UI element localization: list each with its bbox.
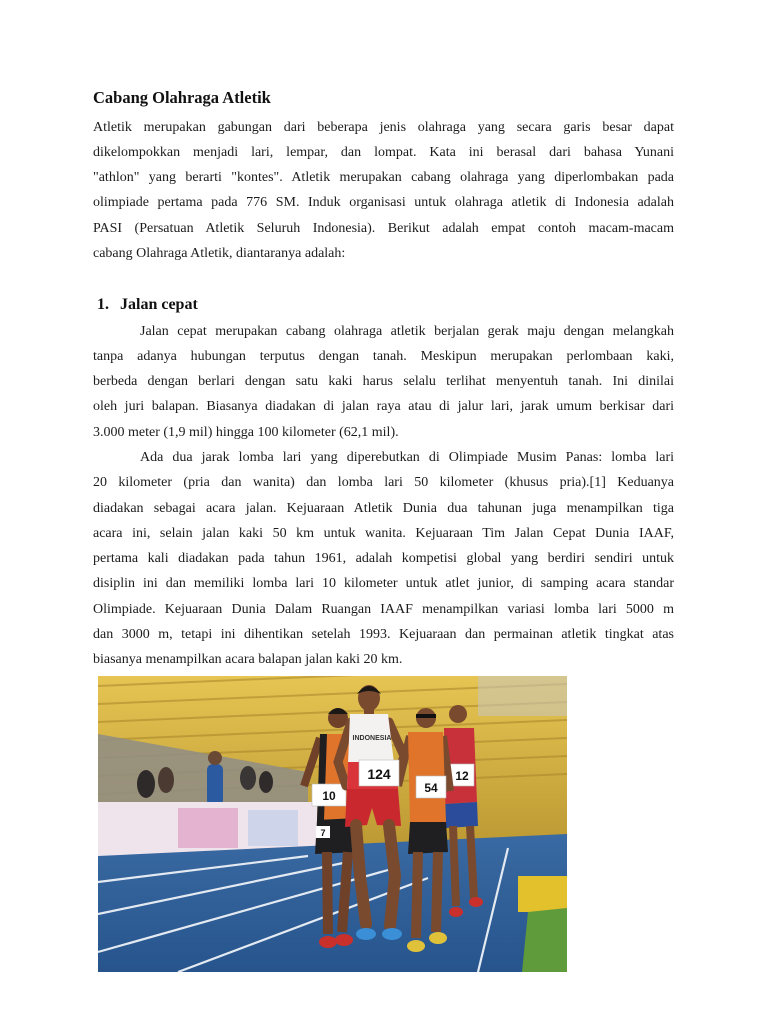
section-body xyxy=(93,319,674,673)
intro-line: cabang Olahraga Atletik, diantaranya adalah: xyxy=(93,245,346,261)
bib-number-shorts: 7 xyxy=(320,828,326,838)
body-line: disiplin ini dan memiliki lomba lari 10 kilometer untuk atlet junior, di samping acara standar xyxy=(93,576,674,592)
race-walking-photo xyxy=(98,676,567,972)
body-line: Jalan cepat merupakan cabang olahraga atletik berjalan gerak maju dengan melangkah xyxy=(140,323,674,339)
bib-number-right: 54 xyxy=(424,781,438,795)
intro-line: "athlon" yang berarti "kontes". Atletik merupakan cabang olahraga yang diperlombakan pada xyxy=(93,170,674,186)
body-line: 20 kilometer (pria dan wanita) dan lomba lari 50 kilometer (khusus pria).[1] Keduanya xyxy=(93,475,674,491)
body-line: pertama kali diadakan pada tahun 1961, adalah kompetisi global yang berdiri sendiri untuk xyxy=(93,551,674,567)
intro-paragraph xyxy=(93,115,674,267)
intro-line: olimpiade pertama pada 776 SM. Induk organisasi untuk olahraga atletik di Indonesia adalah xyxy=(93,195,674,211)
grass-infield xyxy=(522,908,567,972)
body-line: biasanya menampilkan acara balapan jalan kaki 20 km. xyxy=(93,652,403,668)
banner-graphic xyxy=(248,810,298,846)
intro-line: PASI (Persatuan Atletik Seluruh Indonesia). Berikut adalah empat contoh macam-macam xyxy=(93,220,674,236)
body-line: dan 3000 m, tetapi ini dihentikan setelah 1993. Kejuaraan dan permainan atletik tingkat atas xyxy=(93,627,674,643)
body-line: diadakan sebagai acara jalan. Kejuaraan Atletik Dunia dua tahunan juga menampilkan tiga xyxy=(93,500,674,516)
banner-graphic xyxy=(178,808,238,848)
bib-number-far: 12 xyxy=(455,769,469,783)
body-line: 3.000 meter (1,9 mil) hingga 100 kilometer (62,1 mil). xyxy=(93,424,399,440)
bib-number-left: 10 xyxy=(322,789,336,803)
race-walking-photo-illustration xyxy=(98,676,567,972)
body-line: acara ini, selain jalan kaki 50 km untuk wanita. Kejuaraan Tim Jalan Cepat Dunia IAAF, xyxy=(93,525,674,541)
section-heading-text: Jalan cepat xyxy=(120,296,198,313)
section-heading xyxy=(97,295,297,315)
body-line: tanpa adanya hubungan terputus dengan tanah. Meskipun merupakan perlombaan kaki, xyxy=(93,348,674,364)
stadium-roof-shadow xyxy=(478,676,567,716)
body-line: oleh juri balapan. Biasanya diadakan di jalan raya atau di jalur lari, jarak umum berkisar dari xyxy=(93,399,674,415)
document-title: Cabang Olahraga Atletik xyxy=(93,88,271,107)
bib-number-main: 124 xyxy=(367,766,391,782)
yellow-barrier xyxy=(518,876,567,912)
intro-line: dikelompokkan menjadi lari, lempar, dan lompat. Kata ini berasal dari bahasa Yunani xyxy=(93,144,674,160)
body-line: Ada dua jarak lomba lari yang diperebutkan di Olimpiade Musim Panas: lomba lari xyxy=(140,449,674,465)
intro-line: Atletik merupakan gabungan dari beberapa jenis olahraga yang secara garis besar dapat xyxy=(93,119,674,135)
body-line: Olimpiade. Kejuaraan Dunia Dalam Ruangan IAAF menampilkan variasi lomba lari 5000 m xyxy=(93,601,674,617)
paragraph-jalan-cepat-definition xyxy=(93,319,674,445)
singlet-country-text: INDONESIA xyxy=(352,735,392,742)
sunglasses-icon xyxy=(416,714,436,718)
section-number: 1. xyxy=(97,296,109,313)
paragraph-jalan-cepat-events xyxy=(93,445,674,673)
body-line: berbeda dengan berlari dengan satu kaki harus selalu terlihat menyentuh tanah. Ini dinilai xyxy=(93,374,674,390)
